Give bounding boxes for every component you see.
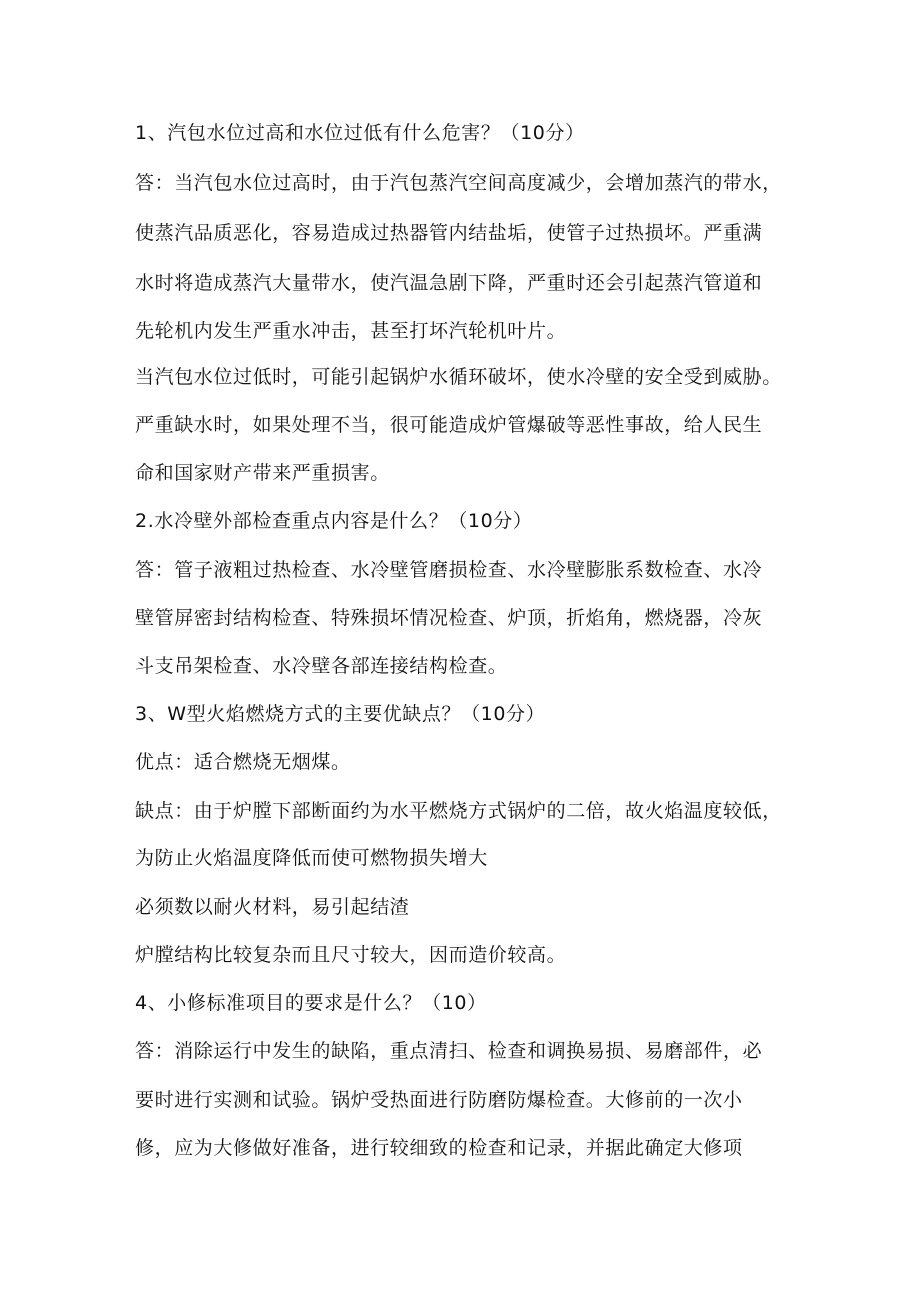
answer-1-line-3: 水时将造成蒸汽大量带水，使汽温急剧下降，严重时还会引起蒸汽管道和 bbox=[135, 272, 763, 294]
question-4-heading: 4、小修标准项目的要求是什么？（10） bbox=[135, 992, 487, 1014]
answer-3-disadvantages-line-4: 炉膛结构比较复杂而且尺寸较大，因而造价较高。 bbox=[135, 944, 567, 966]
answer-1-line-6: 严重缺水时，如果处理不当，很可能造成炉管爆破等恶性事故，给人民生 bbox=[135, 414, 763, 436]
answer-4-line-2: 要时进行实测和试验。锅炉受热面进行防磨防爆检查。大修前的一次小 bbox=[135, 1089, 743, 1111]
question-3-heading: 3、W型火焰燃烧方式的主要优缺点？（10分） bbox=[135, 703, 546, 725]
answer-3-disadvantages-line-3: 必须数以耐火材料，易引起结渣 bbox=[135, 896, 410, 918]
answer-3-disadvantages-line-1: 缺点：由于炉膛下部断面约为水平燃烧方式锅炉的二倍，故火焰温度较低， bbox=[135, 800, 782, 822]
answer-4-line-3: 修，应为大修做好准备，进行较细致的检查和记录，并据此确定大修项 bbox=[135, 1137, 743, 1159]
answer-2-line-3: 斗支吊架检查、水冷壁各部连接结构检查。 bbox=[135, 655, 508, 677]
answer-3-disadvantages-line-2: 为防止火焰温度降低而使可燃物损失增大 bbox=[135, 847, 488, 869]
answer-3-advantages: 优点：适合燃烧无烟煤。 bbox=[135, 751, 351, 773]
answer-1-line-2: 使蒸汽品质恶化，容易造成过热器管内结盐垢，使管子过热损坏。严重满 bbox=[135, 222, 763, 244]
answer-4-line-1: 答：消除运行中发生的缺陷，重点清扫、检查和调换易损、易磨部件，必 bbox=[135, 1040, 763, 1062]
answer-1-line-1: 答：当汽包水位过高时，由于汽包蒸汽空间高度减少，会增加蒸汽的带水， bbox=[135, 172, 782, 194]
answer-1-line-4: 先轮机内发生严重水冲击，甚至打坏汽轮机叶片。 bbox=[135, 320, 567, 342]
answer-1-line-7: 命和国家财产带来严重损害。 bbox=[135, 462, 390, 484]
answer-1-line-5: 当汽包水位过低时，可能引起锅炉水循环破坏，使水冷壁的安全受到威胁。 bbox=[135, 366, 782, 388]
answer-2-line-2: 壁管屏密封结构检查、特殊损坏情况检查、炉顶，折焰角，燃烧器，冷灰 bbox=[135, 607, 763, 629]
question-2-heading: 2.水冷壁外部检查重点内容是什么？（10分） bbox=[135, 510, 533, 532]
answer-2-line-1: 答：管子液粗过热检查、水冷壁管磨损检查、水冷壁膨胀系数检查、水冷 bbox=[135, 559, 763, 581]
question-1-heading: 1、汽包水位过高和水位过低有什么危害？（10分） bbox=[135, 122, 585, 144]
